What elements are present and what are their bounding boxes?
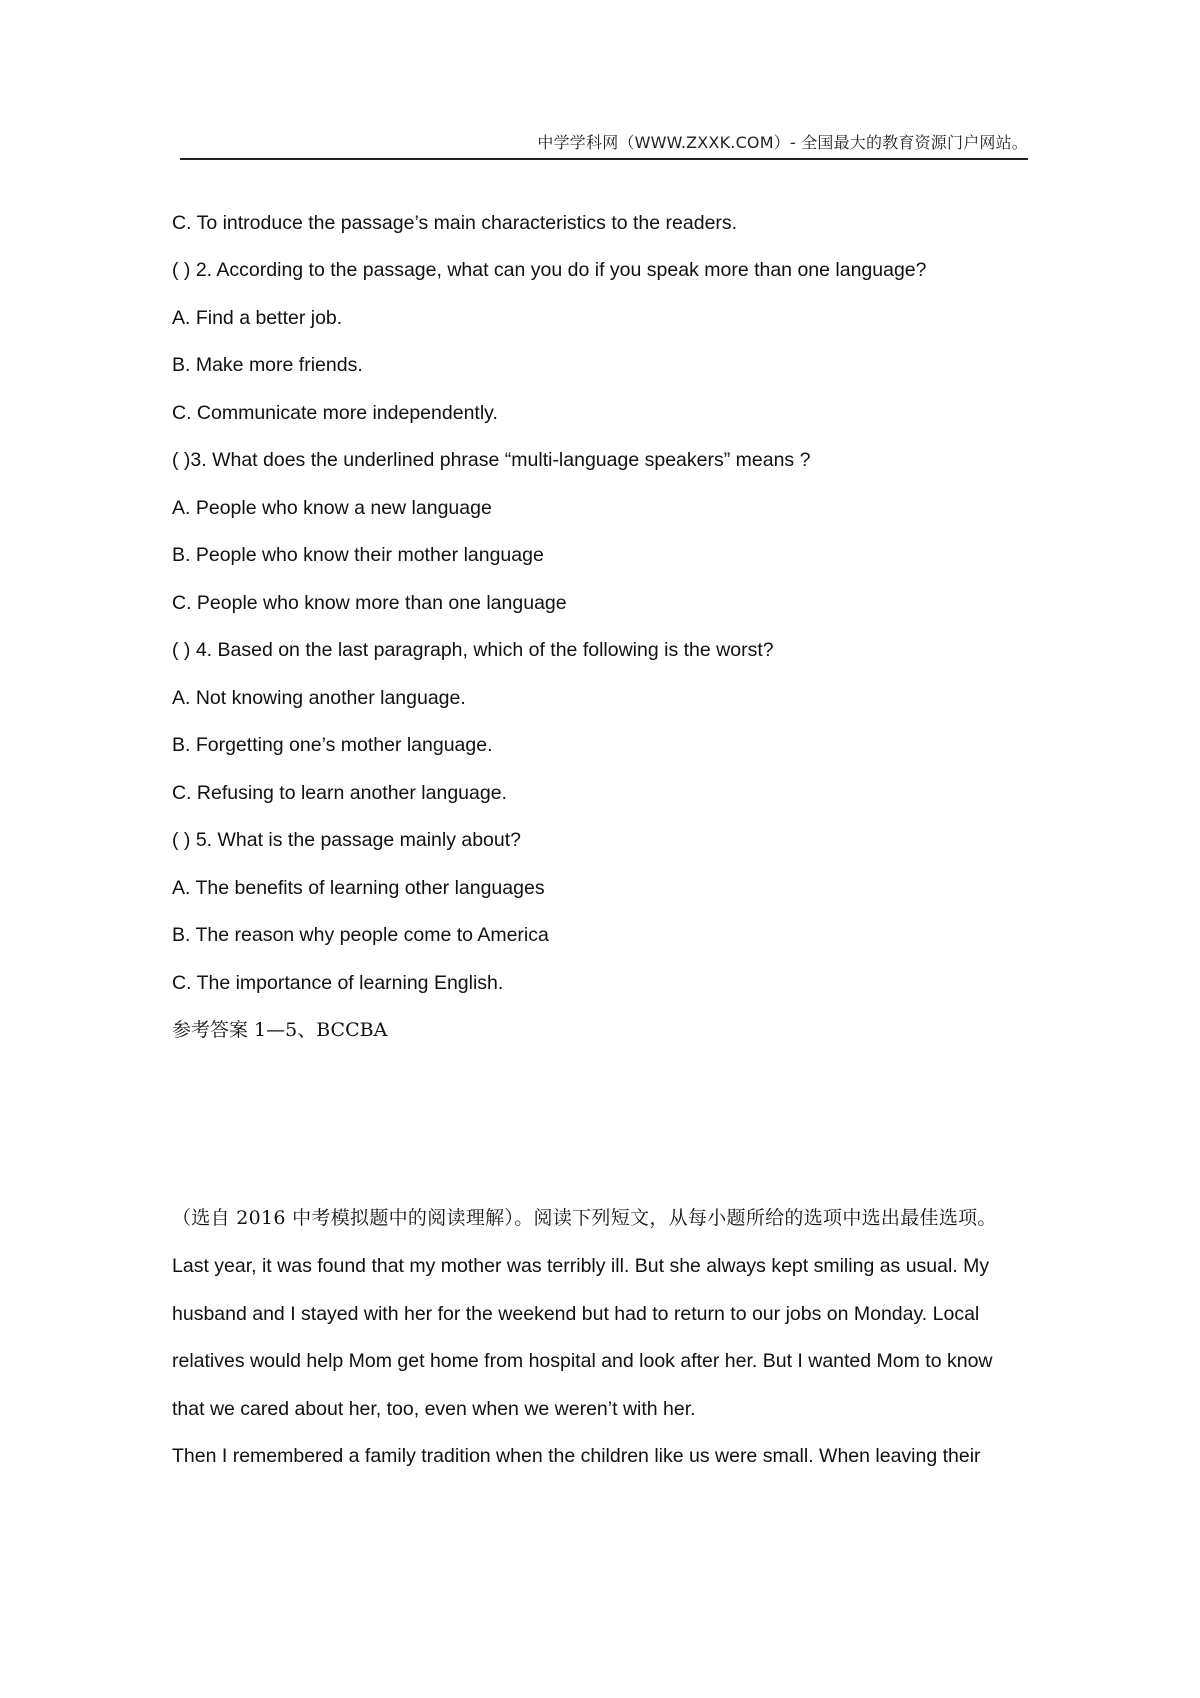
option-line: C. Refusing to learn another language.	[172, 782, 507, 804]
passage-line: relatives would help Mom get home from hospital and look after her. But I wanted Mom to know	[172, 1350, 993, 1372]
option-line: A. People who know a new language	[172, 497, 492, 519]
passage-line: Then I remembered a family tradition when the children like us were small. When leaving their	[172, 1445, 981, 1467]
option-line: B. The reason why people come to America	[172, 924, 549, 946]
option-line: C. The importance of learning English.	[172, 972, 504, 994]
question-line: ( ) 2. According to the passage, what can you do if you speak more than one language?	[172, 259, 927, 281]
question-line: ( ) 5. What is the passage mainly about?	[172, 829, 522, 851]
option-line: A. Find a better job.	[172, 307, 343, 329]
question-line: ( ) 4. Based on the last paragraph, which of the following is the worst?	[172, 639, 774, 661]
option-line: B. People who know their mother language	[172, 544, 544, 566]
option-line: C. Communicate more independently.	[172, 402, 498, 424]
section-intro: （选自 2016 中考模拟题中的阅读理解）。阅读下列短文，从每小题所给的选项中选出最佳选项。	[172, 1207, 997, 1229]
header-text: 中学学科网（WWW.ZXXK.COM）- 全国最大的教育资源门户网站。	[537, 133, 1028, 152]
page-header	[180, 128, 1028, 160]
option-line: C. People who know more than one language	[172, 592, 567, 614]
question-line: ( )3. What does the underlined phrase “multi-language speakers” means ?	[172, 449, 811, 471]
option-line: B. Forgetting one’s mother language.	[172, 734, 493, 756]
option-line: C. To introduce the passage’s main characteristics to the readers.	[172, 212, 738, 234]
option-line: A. Not knowing another language.	[172, 687, 466, 709]
passage-line: husband and I stayed with her for the weekend but had to return to our jobs on Monday. Local	[172, 1303, 980, 1325]
option-line: B. Make more friends.	[172, 354, 363, 376]
option-line: A. The benefits of learning other languages	[172, 877, 545, 899]
passage-line: Last year, it was found that my mother was terribly ill. But she always kept smiling as usual. My	[172, 1255, 990, 1277]
passage-line: that we cared about her, too, even when we weren’t with her.	[172, 1398, 696, 1420]
answer-key: 参考答案 1—5、BCCBA	[172, 1019, 388, 1041]
